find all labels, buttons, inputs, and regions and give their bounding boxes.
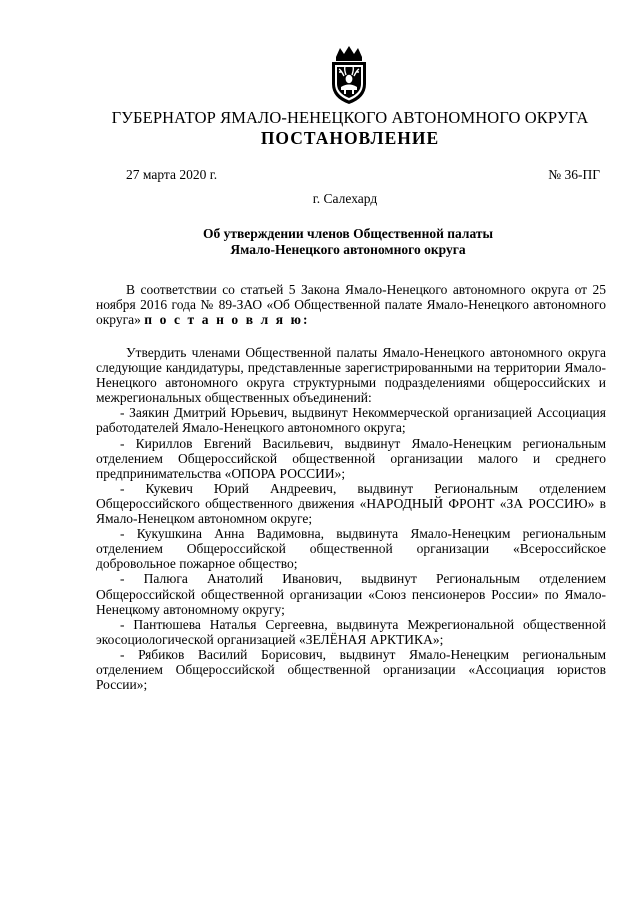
member-item: - Палюга Анатолий Иванович, выдвинут Региональным отделением Общероссийской общественной организации «Союз пенсионеров России» по Ямало-Ненецкому автономному округу; [96, 571, 606, 617]
member-item: - Кириллов Евгений Васильевич, выдвинут Ямало-Ненецким региональным отделением Общероссийской общественной организации малого и среднего предпринимательства «ОПОРА РОССИИ»; [96, 435, 606, 481]
document-type-title: ПОСТАНОВЛЕНИЕ [260, 128, 440, 148]
coat-of-arms-emblem [327, 46, 371, 106]
preamble-block [96, 282, 606, 327]
member-item: - Рябиков Василий Борисович, выдвинут Ямало-Ненецким региональным отделением Общероссийской общественной организации «Ассоциация юристов России»; [96, 646, 606, 693]
document-number: № 36-ПГ [548, 167, 600, 182]
preamble-text: В соответствии со статьей 5 Закона Ямало-Ненецкого автономного округа от 25 ноября 2016 года № 89-ЗАО «Об Общественной палате Ямало-Ненецкого автономного округа» [96, 282, 606, 328]
coat-of-arms-icon [327, 46, 371, 106]
subject-line-2: Ямало-Ненецкого автономного округа [230, 242, 466, 257]
member-item: - Кукевич Юрий Андреевич, выдвинут Региональным отделением Общероссийского общественного движения «НАРОДНЫЙ ФРОНТ «ЗА РОССИЮ» в Ямало-Ненецком автономном округе; [96, 480, 606, 527]
issuing-authority: ГУБЕРНАТОР ЯМАЛО-НЕНЕЦКОГО АВТОНОМНОГО ОКРУГА [111, 108, 589, 127]
document-city: г. Салехард [312, 191, 378, 206]
subject-line-1: Об утверждении членов Общественной палаты [202, 226, 494, 241]
member-item: - Пантюшева Наталья Сергеевна, выдвинута Межрегиональной общественной экосоциологической организацией «ЗЕЛЁНАЯ АРКТИКА»; [96, 616, 606, 647]
decree-word: п о с т а н о в л я ю: [144, 312, 310, 328]
document-date: 27 марта 2020 г. [126, 167, 218, 182]
member-item: - Кукушкина Анна Вадимовна, выдвинута Ямало-Ненецким региональным отделением Общероссийской общественной организации «Всероссийское добровольное пожарное общество; [96, 526, 606, 572]
resolution-intro: Утвердить членами Общественной палаты Ямало-Ненецкого автономного округа следующие кандидатуры, представленные зарегистрированными на территории Ямало-Ненецкого автономного округа структурными подразделениями общероссийских и межрегиональных общественных объединений: [96, 345, 606, 406]
document-subject [0, 226, 640, 258]
preamble-paragraph [96, 282, 606, 327]
member-item: - Заякин Дмитрий Юрьевич, выдвинут Некоммерческой организацией Ассоциация работодателей Ямало-Ненецкого автономного округа; [96, 405, 606, 436]
resolution-block [96, 345, 606, 692]
